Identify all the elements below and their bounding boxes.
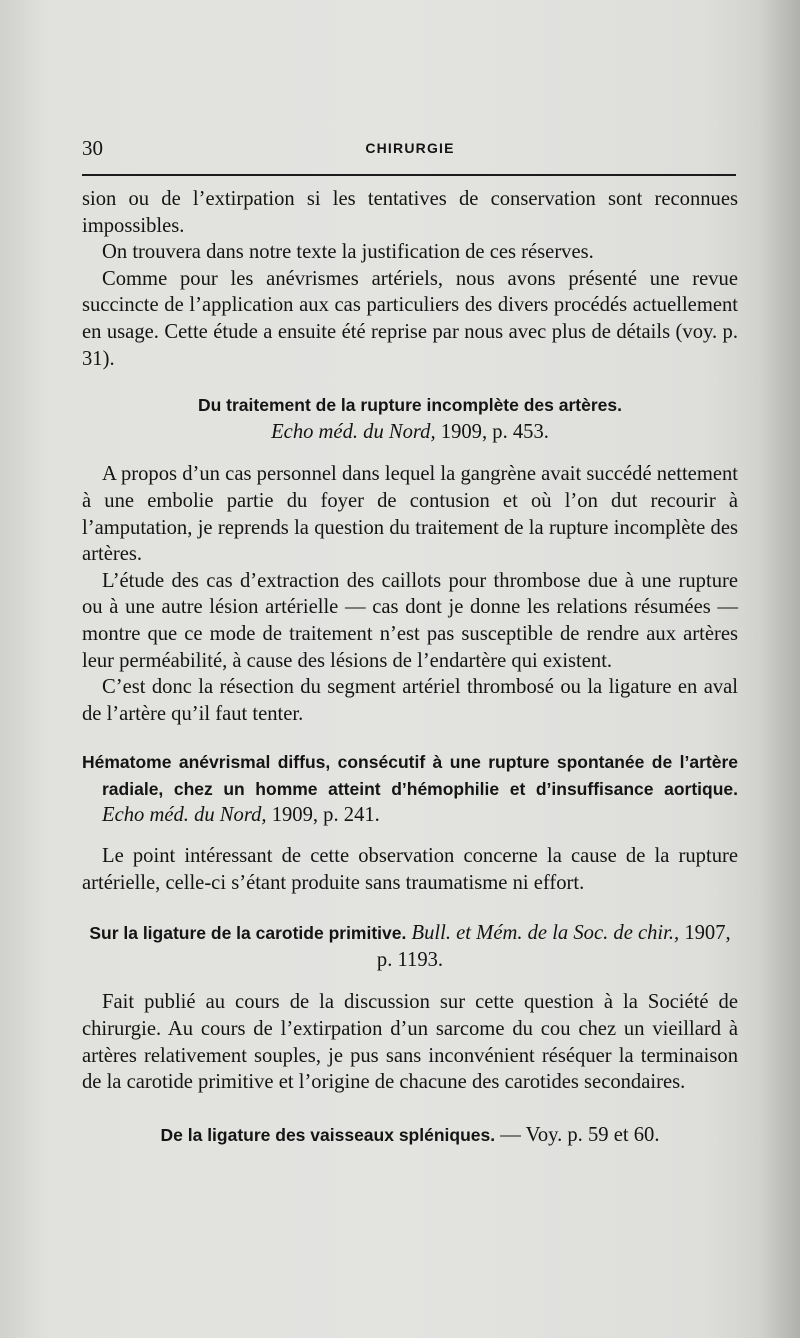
section-2-source-journal: Echo méd. du Nord, — [102, 804, 267, 827]
section-1-paragraph-2: L’étude des cas d’extraction des caillots pour thrombose due à une rupture ou à une autre lésion artérielle — cas dont je donne les relations résumées — montre que ce mode de traitement n’est pas susceptible de rendre aux artères leur perméabilité, à cause des lésions de l’endartère qui existent. — [82, 569, 738, 672]
section-3-title: Sur la ligature de la carotide primitive. — [89, 923, 407, 944]
section-1-source-journal: Echo méd. du Nord, — [271, 420, 436, 443]
header-rule — [82, 174, 736, 176]
section-3-paragraph-1: Fait publié au cours de la discussion sur cette question à la Société de chirurgie. Au cours de l’extirpation d’un sarcome du cou chez un vieillard à artères relativement souples, je pus sans inconvénient réséquer la terminaison de la carotide primitive et l’origine de chacune des carotides secondaires. — [82, 991, 738, 1094]
page-edge-shadow — [760, 0, 800, 1338]
section-3-heading — [82, 920, 738, 973]
section-2-paragraph-1: Le point intéressant de cette observation concerne la cause de la rupture artérielle, celle-ci s’étant produite sans traumatisme ni effort. — [82, 845, 738, 894]
section-4-reference: — Voy. p. 59 et 60. — [495, 1123, 660, 1146]
section-1-paragraph-3: C’est donc la résection du segment artériel thrombosé ou la ligature en aval de l’artère qu’il faut tenter. — [82, 676, 738, 725]
page-header — [82, 136, 738, 166]
intro-paragraph-2: On trouvera dans notre texte la justification de ces réserves. — [102, 241, 594, 264]
running-head: CHIRURGIE — [365, 140, 455, 156]
section-4-title: De la ligature des vaisseaux spléniques. — [160, 1124, 496, 1145]
section-1-source-detail: 1909, p. 453. — [435, 420, 549, 443]
section-3-source-detail: 1907, p. 1193. — [376, 922, 731, 971]
page-body — [82, 186, 738, 1148]
intro-paragraph-3: Comme pour les anévrismes artériels, nous avons présenté une revue succincte de l’application aux cas particuliers des divers procédés actuellement en usage. Cette étude a ensuite été reprise par nous avec plus de détails (voy. p. 31). — [82, 267, 738, 370]
section-2-title: Hématome anévrismal diffus, consécutif à une rupture spontanée de l’artère radiale, chez un homme atteint d’hémophilie et d’insuffisance aortique. — [82, 752, 738, 799]
section-1-heading — [82, 392, 738, 445]
section-2-heading — [82, 749, 738, 829]
section-4-heading — [82, 1122, 738, 1149]
section-3-source-journal: Bull. et Mém. de la Soc. de chir., — [411, 922, 680, 945]
section-1-title: Du traitement de la rupture incomplète des artères. — [197, 395, 622, 416]
section-2-source-detail: 1909, p. 241. — [266, 804, 380, 827]
intro-paragraph-1: sion ou de l’extirpation si les tentatives de conservation sont reconnues impossibles. — [82, 188, 738, 237]
section-1-paragraph-1: A propos d’un cas personnel dans lequel la gangrène avait succédé nettement à une embolie partie du foyer de contusion et où l’on dut recourir à l’amputation, je reprends la question du traitement de la rupture incomplète des artères. — [82, 463, 738, 566]
page-number: 30 — [82, 136, 103, 160]
